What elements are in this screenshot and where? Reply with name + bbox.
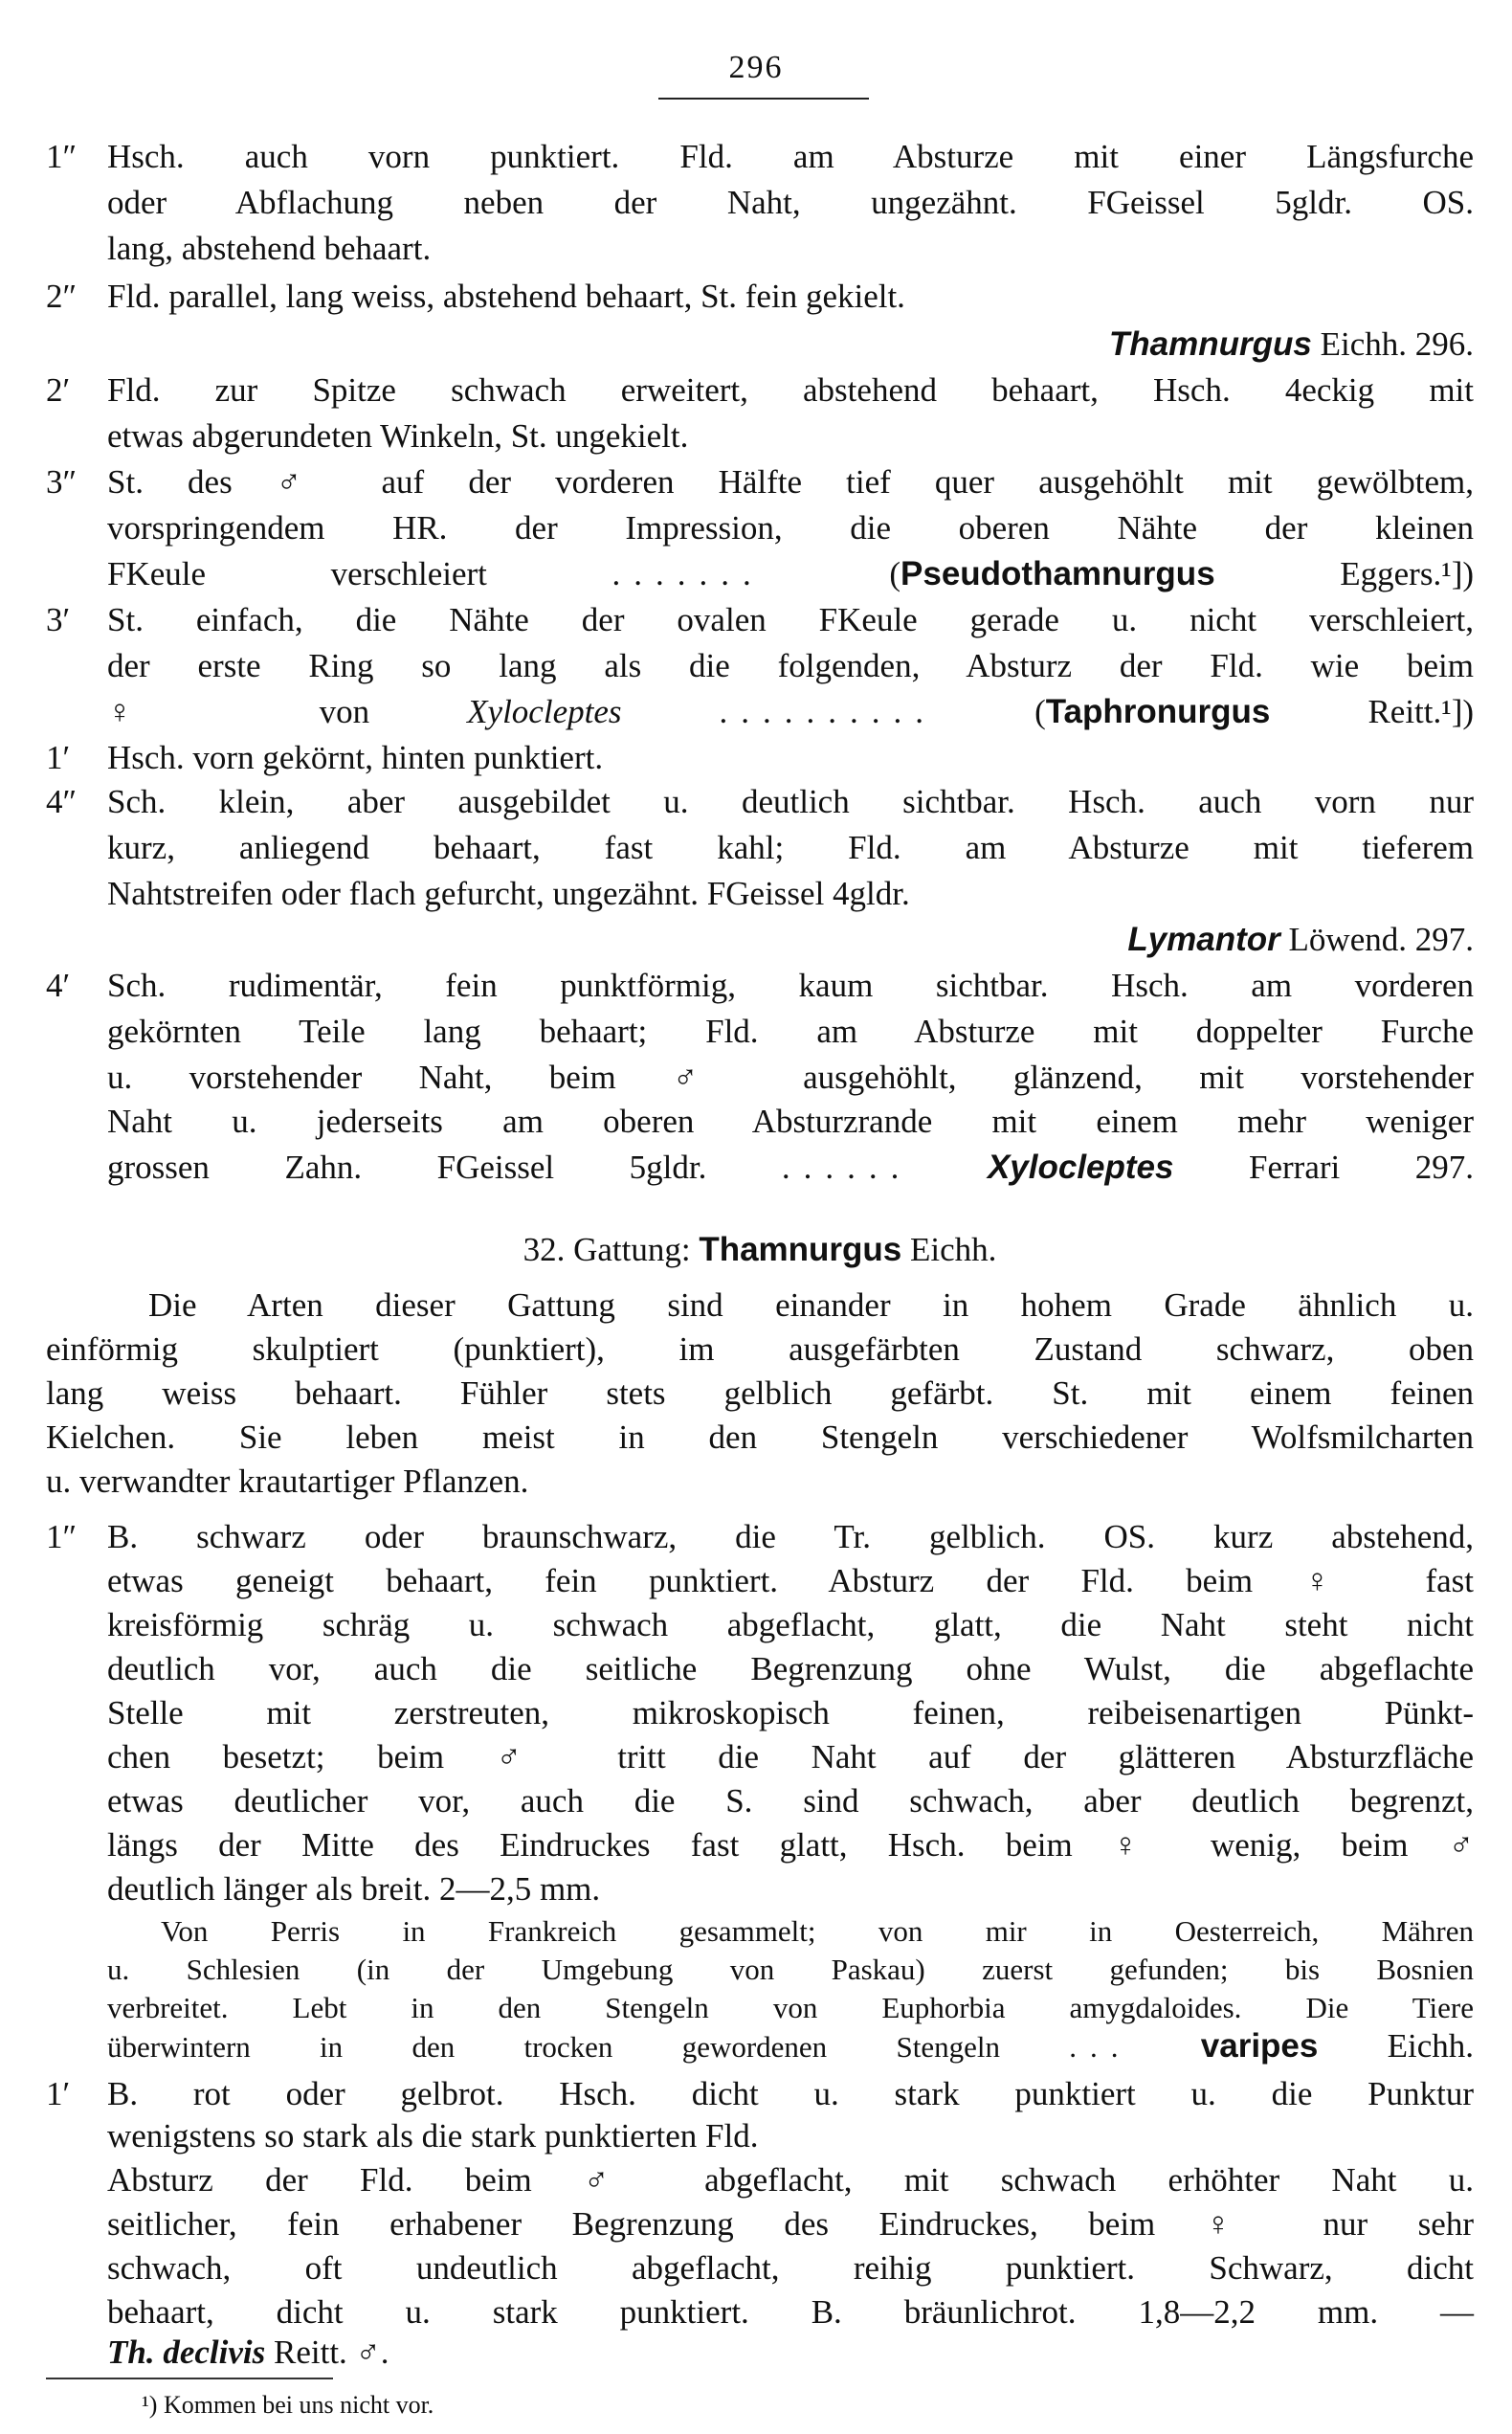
key-line (0, 463, 1512, 502)
key-text: chen besetzt; beim ♂ tritt die Naht auf der glätteren Absturzfläche (107, 1738, 1474, 1775)
key-number: 3″ (46, 463, 78, 501)
genus-reference (0, 921, 1512, 959)
key-line (0, 2075, 1512, 2113)
key-text: lang, abstehend behaart. (107, 230, 432, 267)
key-line (0, 2161, 1512, 2200)
genus-author: Eichh. (910, 1231, 997, 1268)
note-text: überwintern in den trocken gewordenen Stengeln (107, 2030, 1000, 2064)
key-line (0, 967, 1512, 1005)
genus-reference (0, 325, 1512, 364)
key-line (0, 1059, 1512, 1097)
key-line (0, 1103, 1512, 1141)
species-name: Th. declivis (107, 2334, 266, 2371)
key-line (0, 783, 1512, 821)
key-text: schwach, oft undeutlich abgeflacht, reihig punktiert. Schwarz, dicht (107, 2249, 1474, 2287)
intro-text: Kielchen. Sie leben meist in den Stengeln verschiedener Wolfsmilcharten (46, 1418, 1474, 1456)
note-text: u. Schlesien (in der Umgebung von Paskau) zuerst gefunden; bis Bosnien (107, 1953, 1474, 1986)
key-text: Sch. klein, aber ausgebildet u. deutlich sichtbar. Hsch. auch vorn nur (107, 783, 1474, 820)
key-text: behaart, dicht u. stark punktiert. B. bräunlichrot. 1,8—2,2 mm. — (107, 2293, 1474, 2331)
species-name: varipes (1200, 2027, 1319, 2065)
species-author: Reitt. ♂. (274, 2334, 389, 2371)
key-text: St. einfach, die Nähte der ovalen FKeule gerade u. nicht verschleiert, (107, 601, 1474, 638)
intro-line (0, 1374, 1512, 1413)
key-text: grossen Zahn. FGeissel 5gldr. (107, 1149, 707, 1186)
key-line (0, 829, 1512, 867)
key-text: u. vorstehender Naht, beim ♂ ausgehöhlt, glänzend, mit vorstehender (107, 1059, 1474, 1096)
key-text: längs der Mitte des Eindruckes fast glatt, Hsch. beim ♀ wenig, beim ♂ (107, 1826, 1474, 1864)
leader-dots: ...... (781, 1149, 913, 1186)
intro-text: lang weiss behaart. Fühler stets gelblich gefärbt. St. mit einem feinen (46, 1374, 1474, 1412)
key-line (0, 875, 1512, 913)
key-text: B. schwarz oder braunschwarz, die Tr. gelblich. OS. kurz abstehend, (107, 1518, 1474, 1555)
key-text: Sch. rudimentär, fein punktförmig, kaum sichtbar. Hsch. am vorderen (107, 967, 1474, 1004)
key-text: kreisförmig schräg u. schwach abgeflacht, glatt, die Naht steht nicht (107, 1606, 1474, 1643)
leader-dots: .......... (719, 693, 938, 730)
key-number: 1′ (46, 739, 71, 776)
key-line (0, 1738, 1512, 1776)
note-line (0, 1991, 1512, 2025)
key-text: seitlicher, fein erhabener Begrenzung des Eindruckes, beim ♀ nur sehr (107, 2205, 1474, 2243)
intro-line (0, 1418, 1512, 1457)
note-text: verbreitet. Lebt in den Stengeln von Euphorbia amygdaloides. Die Tiere (107, 1991, 1474, 2024)
footnote-text: ¹) Kommen bei uns nicht vor. (142, 2391, 434, 2419)
key-line (0, 1650, 1512, 1688)
key-line (0, 601, 1512, 639)
section-heading (0, 1231, 1512, 1269)
key-line (0, 509, 1512, 547)
key-number: 2′ (46, 371, 71, 409)
intro-text: Die Arten dieser Gattung sind einander in hohem Grade ähnlich u. (148, 1286, 1474, 1324)
key-text: Absturz der Fld. beim ♂ abgeflacht, mit schwach erhöhter Naht u. (107, 2161, 1474, 2199)
key-text: Hsch. auch vorn punktiert. Fld. am Absturze mit einer Längsfurche (107, 138, 1474, 175)
key-text: St. des ♂ auf der vorderen Hälfte tief quer ausgehöhlt mit gewölbtem, (107, 463, 1474, 501)
note-line (0, 2029, 1512, 2064)
genus-author: Eichh. 296. (1320, 325, 1474, 363)
note-line (0, 1914, 1512, 1949)
intro-text: einförmig skulptiert (punktiert), im ausgefärbten Zustand schwarz, oben (46, 1330, 1474, 1368)
key-line (0, 647, 1512, 685)
key-line (0, 2117, 1512, 2155)
key-text: B. rot oder gelbrot. Hsch. dicht u. stark punktiert u. die Punktur (107, 2075, 1474, 2112)
key-line (0, 278, 1512, 316)
key-text: Fld. parallel, lang weiss, abstehend behaart, St. fein gekielt. (107, 278, 905, 315)
key-text: deutlich vor, auch die seitliche Begrenzung ohne Wulst, die abgeflachte (107, 1650, 1474, 1687)
species-author: Eichh. (1387, 2027, 1475, 2065)
key-number: 1″ (46, 138, 78, 175)
key-text: ♀ von (107, 693, 370, 730)
intro-line (0, 1330, 1512, 1369)
key-text: der erste Ring so lang als die folgenden, Absturz der Fld. wie beim (107, 647, 1474, 684)
genus-reference: FKeule verschleiert ....... (Pseudothamnurgus Eggers.¹]) (107, 555, 1475, 592)
genus-name: Thamnurgus (1108, 325, 1312, 363)
key-text: FKeule verschleiert (107, 555, 487, 592)
leader-dots: ....... (611, 555, 765, 592)
page-number: 296 (728, 50, 784, 85)
key-number: 3′ (46, 601, 71, 638)
key-line (0, 739, 1512, 777)
key-line (0, 371, 1512, 410)
key-text: gekörnten Teile lang behaart; Fld. am Absturze mit doppelter Furche (107, 1013, 1474, 1050)
key-text: deutlich länger als breit. 2—2,5 mm. (107, 1870, 601, 1908)
header-rule (658, 98, 869, 100)
key-line (0, 1606, 1512, 1644)
key-text: etwas deutlicher vor, auch die S. sind schwach, aber deutlich begrenzt, (107, 1782, 1474, 1820)
key-line (0, 1518, 1512, 1556)
key-line (0, 1870, 1512, 1909)
key-text: oder Abflachung neben der Naht, ungezähnt. FGeissel 5gldr. OS. (107, 184, 1474, 221)
intro-line (0, 1463, 1512, 1501)
key-line (0, 138, 1512, 176)
key-text: Stelle mit zerstreuten, mikroskopisch feinen, reibeisenartigen Pünkt- (107, 1694, 1474, 1731)
genus-name: Lymantor (1127, 921, 1280, 958)
genus-author: Reitt.¹]) (1367, 693, 1475, 730)
note-text: Von Perris in Frankreich gesammelt; von mir in Oesterreich, Mähren (161, 1914, 1474, 1948)
key-text: Fld. zur Spitze schwach erweitert, abstehend behaart, Hsch. 4eckig mit (107, 371, 1474, 409)
intro-text: u. verwandter krautartiger Pflanzen. (46, 1463, 529, 1500)
key-text: etwas geneigt behaart, fein punktiert. Absturz der Fld. beim ♀ fast (107, 1562, 1474, 1599)
key-number: 1″ (46, 1518, 78, 1555)
genus-name: Xylocleptes (987, 1149, 1174, 1186)
key-line (0, 417, 1512, 456)
key-line (0, 1826, 1512, 1865)
key-text: vorspringendem HR. der Impression, die oberen Nähte der kleinen (107, 509, 1474, 547)
genus-name: Pseudothamnurgus (901, 555, 1215, 592)
key-text: Naht u. jederseits am oberen Absturzrande mit einem mehr weniger (107, 1103, 1474, 1140)
genus-reference (0, 1149, 1512, 1187)
key-number: 4′ (46, 967, 71, 1004)
key-text: kurz, anliegend behaart, fast kahl; Fld. am Absturze mit tieferem (107, 829, 1474, 866)
key-number: 2″ (46, 278, 78, 315)
note-line (0, 1953, 1512, 1987)
genus-name: Thamnurgus (699, 1231, 902, 1268)
key-line (0, 230, 1512, 268)
intro-line (0, 1286, 1512, 1325)
species-name: Xylocleptes (467, 693, 622, 730)
key-text: Hsch. vorn gekörnt, hinten punktiert. (107, 739, 604, 776)
key-line (0, 1562, 1512, 1600)
key-text: Nahtstreifen oder flach gefurcht, ungezähnt. FGeissel 4gldr. (107, 875, 910, 912)
section-label: 32. Gattung: (523, 1231, 691, 1268)
key-number: 4″ (46, 783, 78, 820)
genus-name: Taphronurgus (1045, 693, 1271, 730)
key-number: 1′ (46, 2075, 71, 2112)
key-text: etwas abgerundeten Winkeln, St. ungekielt. (107, 417, 689, 455)
key-line (0, 184, 1512, 222)
key-line (0, 1694, 1512, 1732)
genus-author: Löwend. 297. (1288, 921, 1474, 958)
leader-dots: ... (1069, 2030, 1132, 2064)
key-line (0, 1782, 1512, 1820)
genus-author: Ferrari 297. (1249, 1149, 1475, 1186)
key-line (0, 1013, 1512, 1051)
key-text: wenigstens so stark als die stark punktierten Fld. (107, 2117, 759, 2155)
genus-author: Eggers.¹]) (1340, 555, 1475, 592)
genus-reference: ♀ von Xylocleptes .......... (Taphronurgus Reitt.¹]) (107, 693, 1475, 730)
